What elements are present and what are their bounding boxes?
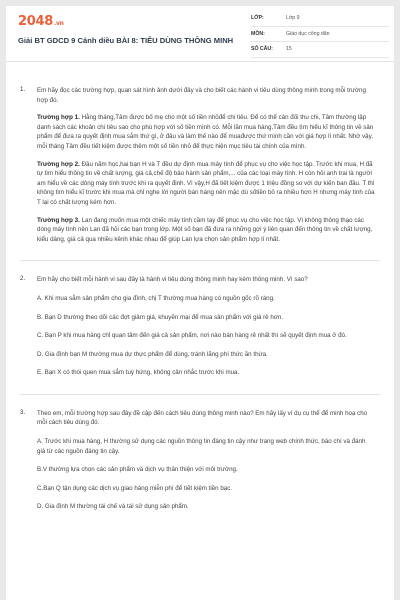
logo-text: 2048 [18,14,53,29]
option-b: B. Bạn D thường theo dõi các đợt giảm giá, khuyến mại để mua sản phẩm với giá rẻ hơn. [37,313,284,321]
question-text: Em hãy cho biết mỗi hành vi sau đây là hành vi tiêu dùng thông minh hay kém thông minh. Vì sao? [37,276,308,284]
case-text: Hằng tháng,Tâm được bố mẹ cho một số tiền nhỏđể chi tiêu. Để có thể cân đối thu chi, Tâm thường lập danh sách các khoản chi tiêu sao cho phù hợp với số tiền mình có. Mỗi lần mua hàng,Tâm đều tìm hiểu kĩ thông tin về sản phẩm để đưa ra quyết định mua sắm thứ gì, ở đâu và làm thế nào để muađược thứ mình cần với giá hợp lí nhất. Nhờ vậy, mỗi tháng Tâm đều tiết kiệm được thêm một số tiền nhỏ để thực hiện mục tiêu tài chính của mình. [37,114,374,150]
case-title: Trường hợp 3. [37,216,80,224]
logo-suffix: .vn [53,20,64,27]
document-title: Giải BT GDCD 9 Cánh diều BÀI 8: TIÊU DÙNG THÔNG MINH [18,36,234,45]
meta-row-subject [251,27,389,43]
question-number: 3. [20,408,26,416]
case-3 [37,216,375,245]
case-title: Trường hợp 2. [37,160,80,168]
option-c: C.Bạn Q tận dụng các dịch vụ giao hàng miễn phí để tiết kiệm tiền bạc. [37,484,233,492]
question-2 [6,275,394,378]
option-a: A. Trước khi mua hàng, H thường sử dụng các nguồn thông tin đáng tin cậy như trang web chính thức, báo chí và đánh giá từ các nguồn đáng tin cậy. [37,438,366,455]
question-number: 1. [20,86,26,93]
meta-label: MÔN: [251,30,265,37]
meta-row-grade [251,11,389,27]
question-text: Em hãy đọc các trường hợp, quan sát hình ảnh dưới đây và cho biết các hành vi tiêu dùng thông minh trong mỗi trường hợp đó. [37,87,366,104]
question-list [6,86,394,528]
question-text: Theo em, mỗi trường hợp sau đây đề cập đến cách tiêu dùng thông minh nào? Em hãy lấy ví dụ cụ thể để minh hoạ cho mỗi cách tiêu dùng đó. [37,409,368,427]
case-1 [37,113,375,151]
document-page [6,6,394,600]
divider [20,260,380,261]
case-text: Đầu năm học,hai bạn H và T đều dự định mua máy tính để phục vụ cho việc học tập. Trước khi mua, H đã tự tìm hiểu thông tin về chất lượng, giá cả,chế độ bảo hành sản phẩm,... của các loại máy tính. H còn hỏi anh trai là người am hiểu về các dòng máy tính trước khi ra quyết định. Vì vậy,H đã tiết kiệm được 1 triệu đồng so với dự kiến ban đầu. T thì không tìm hiểu kĩ trước khi mua mà chỉ nghe lời người bán hàng nên mặc dù sốtiền bỏ ra nhiều hơn H nhưng máy tính của T lại có chất lượng kém hơn. [37,160,375,206]
case-2 [37,160,375,208]
meta-label: SỐ CÂU: [251,46,273,53]
option-d: D. Gia đình M thường tái chế và tái sử dụng sản phẩm. [37,503,189,511]
question-3 [6,409,394,512]
option-e: E. Bạn X có thói quen mua sắm tuỳ hứng, không cân nhắc trước khi mua. [37,369,240,377]
meta-value: Lớp 9 [286,15,300,22]
case-text: Lan đang muốn mua một chiếc máy tính cầm tay để phục vụ cho việc học tập. Vì không thông thạo các dòng máy tính nên Lan đã hỏi các bạn trong lớp. Một số bạn đã đưa ra những gợi ý liên quan đến thông tin về chất lượng, kiểu dáng, giá cả qua nhiều kênh khác nhau để giúp Lan lựa chọn sản phẩm hợp lí nhất. [37,216,373,243]
case-title: Trường hợp 1. [37,114,80,122]
meta-label: LỚP: [251,15,264,22]
divider [20,394,380,395]
question-number: 2. [20,275,26,283]
option-d: D. Gia đình bạn M thường mua dự thực phẩm để dùng, tránh lãng phí thức ăn thừa. [37,350,268,358]
site-logo[interactable] [18,14,64,29]
meta-row-count [251,42,389,58]
option-a: A. Khi mua sắm sản phẩm cho gia đình, chị T thường mua hàng có nguồn gốc rõ ràng. [37,294,275,302]
meta-table [251,11,389,58]
meta-value: 15 [286,46,292,53]
question-1 [6,86,394,244]
option-b: B.V thường lựa chọn các sản phẩm và dịch vụ thân thiện với môi trường. [37,466,238,474]
document-header [6,6,394,62]
meta-value: Giáo dục công dân [286,30,330,37]
option-c: C. Bạn P khi mua hàng chỉ quan tâm đến giá cả sản phẩm, nơi nào bán hàng rẻ nhất thì sẽ quyết định mua ở đó. [37,332,347,340]
